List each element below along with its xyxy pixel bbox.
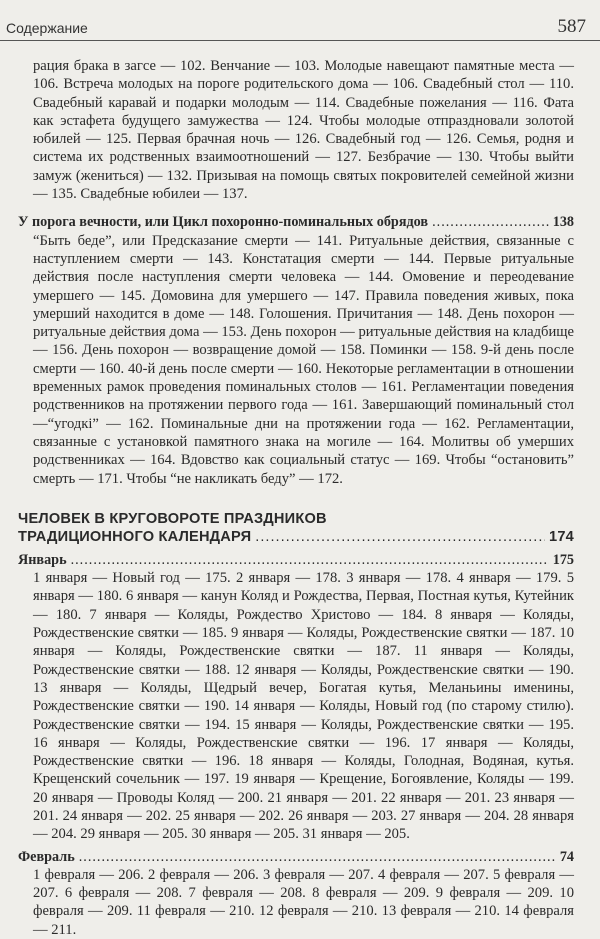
february-entries: 1 февраля — 206. 2 февраля — 206. 3 февраля — 207. 4 февраля — 207. 5 февраля — 207. 6 февраля — 208. 7 февраля — 208. 8 февраля — 209. 9 февраля — 209. 10 февраля — 209. 11 февраля — 210. 12 февраля — 210. 13 февраля — 210. 14 февраля — 211. bbox=[33, 866, 574, 938]
toc-january-heading[interactable] bbox=[18, 551, 574, 569]
february-page-number: 74 bbox=[559, 848, 574, 865]
chapter-page-number: 174 bbox=[549, 529, 574, 546]
funeral-entries: “Быть беде”, или Предсказание смерти — 141. Ритуальные действия, связанные с наступлением смерти — 143. Констатация смерти — 144. Первые ритуальные действия после наступления смерти человека — 144. Омовение и переодевание умершего — 145. Домовина для умершего — 147. Правила поведения живых, пока умерший находится в доме — 148. Голошения. Причитания — 148. День похорон — ритуальные действия дома — 153. День похорон — ритуальные действия на кладбище — 156. День похорон — возвращение домой — 158. Поминки — 158. 9-й день после смерти — 160. 40-й день после смерти — 160. Некоторые регламентации в отношении временных рамок проведения поминальных столов — 161. Регламентации поведения родственников на протяжении первого года — 161. Завершающий поминальный стол—“угодкі” — 162. Поминальные дни на протяжении года — 162. Регламентации, связанные с установкой памятного знака на могиле — 164. Молитвы об умерших родственниках — 164. Вдовство как социальный статус — 169. Чтобы “остановить” смерть — 171. Чтобы “не накликать беду” — 172. bbox=[33, 232, 574, 487]
running-section-title: Содержание bbox=[6, 20, 88, 36]
january-heading-text: Январь bbox=[18, 551, 67, 568]
leader-dots bbox=[79, 848, 556, 866]
leader-dots bbox=[255, 528, 545, 547]
toc-funeral-heading[interactable] bbox=[18, 213, 574, 231]
leader-dots bbox=[71, 551, 549, 569]
february-heading-text: Февраль bbox=[18, 848, 75, 865]
running-header bbox=[0, 0, 600, 41]
leader-dots bbox=[432, 213, 549, 231]
chapter-title-line-2: ТРАДИЦИОННОГО КАЛЕНДАРЯ bbox=[18, 529, 252, 546]
chapter-title-line-1: ЧЕЛОВЕК В КРУГОВОРОТЕ ПРАЗДНИКОВ bbox=[18, 510, 327, 527]
toc-february-heading[interactable] bbox=[18, 848, 574, 866]
funeral-heading-text: У порога вечности, или Цикл похоронно-поминальных обрядов bbox=[18, 214, 429, 231]
table-of-contents bbox=[18, 57, 574, 939]
funeral-page-number: 138 bbox=[552, 214, 574, 231]
wedding-entries: рация брака в загсе — 102. Венчание — 103. Молодые навещают памятные места — 106. Встреча молодых на пороге родительского дома — 106. Свадебный стол — 110. Свадебный каравай и подарки молодым — 114. Свадебные пожелания — 116. Фата как эстафета будущего замужества — 124. Чтобы молодые отпраздновали золотой юбилей — 125. Первая брачная ночь — 126. Свадебный год — 126. Семья, родня и система их родственных взаимоотношений — 127. Безбрачие — 130. Чтобы выйти замуж (жениться) — 132. Призывая на помощь святых покровителей семейной жизни — 135. Свадебные юбилеи — 137. bbox=[33, 58, 574, 203]
page-number: 587 bbox=[557, 16, 586, 37]
january-page-number: 175 bbox=[552, 551, 574, 568]
january-entries: 1 января — Новый год — 175. 2 января — 178. 3 января — 178. 4 января — 179. 5 января — 180. 6 января — канун Коляд и Рождества, Первая, Постная кутья, Кутейник — 180. 7 января — Коляды, Рождество Христово — 184. 8 января — Коляды, Рождественские святки — 185. 9 января — Коляды, Рождественские святки — 187. 10 января — Коляды, Рождественские святки — 187. 11 января — Коляды, Рождественские святки — 188. 12 января — Коляды, Рождественские святки — 190. 13 января — Коляды, Щедрый вечер, Богатая кутья, Меланьины именины, Рождественские святки — 190. 14 января — Коляды, Новый год (по старому стилю). Рождественские святки — 194. 15 января — Коляды, Рождественские святки — 195. 16 января — Коляды, Рождественские святки — 196. 17 января — Коляды, Рождественские святки — 196. 18 января — Коляды, Голодная, Водяная, кутья. Крещенский сочельник — 197. 19 января — Крещение, Богоявление, Коляды — 199. 20 января — Проводы Коляд — 200. 21 января — 201. 22 января — 201. 23 января — 201. 24 января — 202. 25 января — 202. 26 января — 203. 27 января — 204. 28 января — 204. 29 января — 205. 30 января — 205. 31 января — 205. bbox=[33, 570, 574, 843]
chapter-heading[interactable] bbox=[18, 510, 574, 547]
